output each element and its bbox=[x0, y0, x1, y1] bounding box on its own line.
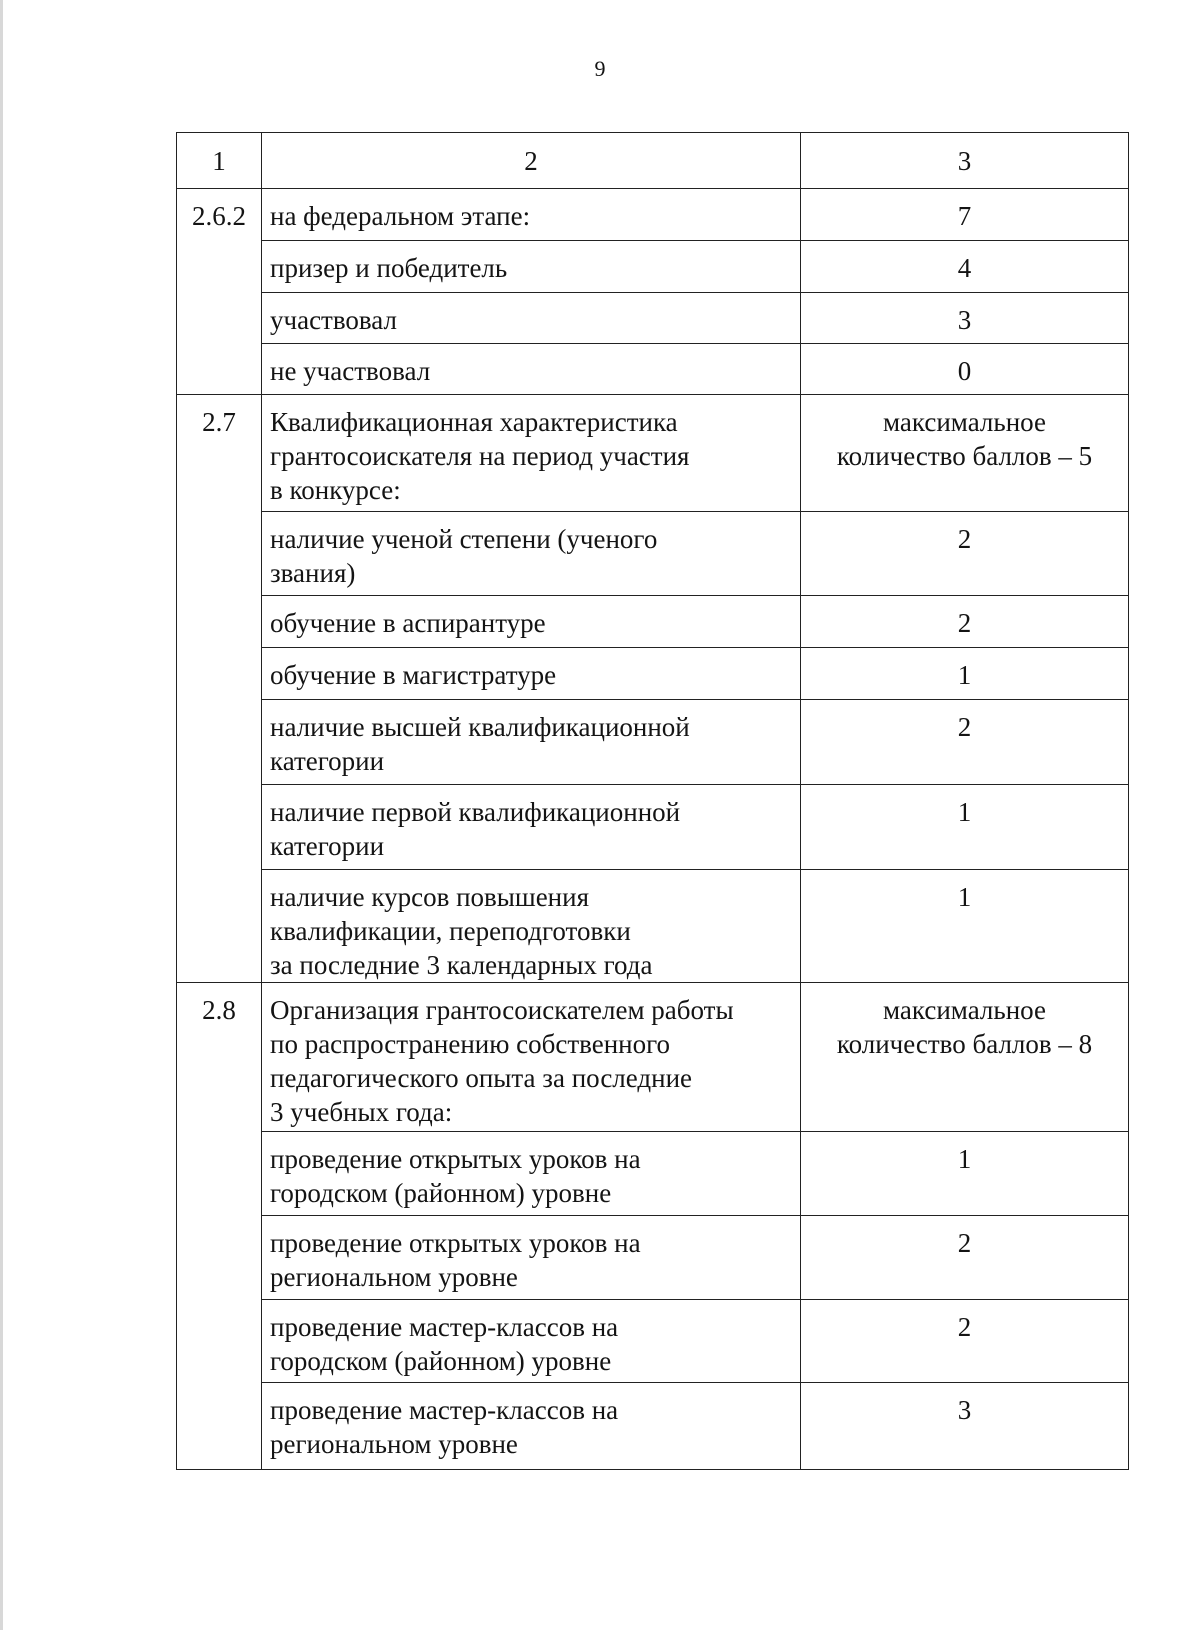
criterion-text-line: проведение мастер-классов на bbox=[270, 1312, 619, 1342]
criterion-text-line: наличие высшей квалификационной bbox=[270, 712, 690, 742]
criterion-text-line: проведение открытых уроков на bbox=[270, 1228, 641, 1258]
criterion-text-line: педагогического опыта за последние bbox=[270, 1063, 693, 1093]
criterion-cell bbox=[262, 1383, 801, 1470]
score-cell bbox=[801, 785, 1129, 870]
criterion-cell bbox=[262, 512, 801, 596]
criterion-text-line: категории bbox=[270, 746, 385, 776]
criterion-text-line: обучение в аспирантуре bbox=[270, 608, 546, 638]
score-cell bbox=[801, 241, 1129, 293]
score-text-line: 2 bbox=[957, 1312, 972, 1342]
criterion-cell bbox=[262, 189, 801, 241]
criterion-text-line: звания) bbox=[270, 558, 356, 588]
table-row bbox=[177, 512, 1129, 596]
score-text-line: 1 bbox=[957, 1144, 972, 1174]
criterion-cell bbox=[262, 395, 801, 512]
page-number: 9 bbox=[594, 56, 606, 81]
table-row bbox=[177, 241, 1129, 293]
score-text-line: 2 bbox=[957, 608, 972, 638]
criterion-text-line: по распространению собственного bbox=[270, 1029, 671, 1059]
criterion-cell bbox=[262, 1132, 801, 1216]
criterion-text-line: призер и победитель bbox=[270, 253, 508, 283]
item-number: 2.6.2 bbox=[177, 189, 262, 395]
score-text-line: 2 bbox=[957, 1228, 972, 1258]
score-cell bbox=[801, 1300, 1129, 1383]
criterion-text-line: проведение открытых уроков на bbox=[270, 1144, 641, 1174]
score-text-line: 3 bbox=[957, 1395, 972, 1425]
criterion-text-line: наличие первой квалификационной bbox=[270, 797, 681, 827]
table-row bbox=[177, 293, 1129, 344]
score-cell bbox=[801, 983, 1129, 1132]
score-cell bbox=[801, 1216, 1129, 1300]
score-cell bbox=[801, 1383, 1129, 1470]
criterion-text-line: на федеральном этапе: bbox=[270, 201, 531, 231]
score-text-line: количество баллов – 8 bbox=[836, 1029, 1093, 1059]
table-row bbox=[177, 700, 1129, 785]
criterion-text-line: не участвовал bbox=[270, 356, 431, 386]
score-text-line: 2 bbox=[957, 524, 972, 554]
criterion-text-line: участвовал bbox=[270, 305, 397, 335]
table-row bbox=[177, 785, 1129, 870]
criterion-cell bbox=[262, 983, 801, 1132]
scan-edge bbox=[0, 0, 3, 1630]
criterion-cell bbox=[262, 870, 801, 983]
table-row bbox=[177, 344, 1129, 395]
score-cell bbox=[801, 189, 1129, 241]
score-cell bbox=[801, 512, 1129, 596]
criterion-cell bbox=[262, 648, 801, 700]
table-row bbox=[177, 1300, 1129, 1383]
table-row bbox=[177, 1132, 1129, 1216]
header-cell-3: 3 bbox=[801, 133, 1129, 189]
criterion-text-line: региональном уровне bbox=[270, 1429, 518, 1459]
score-text-line: 1 bbox=[957, 882, 972, 912]
criterion-cell bbox=[262, 344, 801, 395]
criterion-text-line: за последние 3 календарных года bbox=[270, 950, 653, 980]
criterion-text-line: обучение в магистратуре bbox=[270, 660, 557, 690]
criterion-text-line: Квалификационная характеристика bbox=[270, 407, 678, 437]
table-row bbox=[177, 189, 1129, 241]
header-cell-2: 2 bbox=[262, 133, 801, 189]
score-text-line: количество баллов – 5 bbox=[836, 441, 1093, 471]
criterion-text-line: в конкурсе: bbox=[270, 475, 401, 505]
item-number: 2.8 bbox=[177, 983, 262, 1470]
criterion-cell bbox=[262, 596, 801, 648]
score-cell bbox=[801, 1132, 1129, 1216]
header-row bbox=[177, 133, 1129, 189]
table-row bbox=[177, 395, 1129, 512]
criterion-text-line: квалификации, переподготовки bbox=[270, 916, 631, 946]
score-cell bbox=[801, 293, 1129, 344]
table-row bbox=[177, 596, 1129, 648]
table-row bbox=[177, 870, 1129, 983]
criterion-cell bbox=[262, 1216, 801, 1300]
score-cell bbox=[801, 596, 1129, 648]
criterion-text-line: Организация грантосоискателем работы bbox=[270, 995, 734, 1025]
criterion-text-line: 3 учебных года: bbox=[270, 1097, 453, 1127]
header-cell-1: 1 bbox=[177, 133, 262, 189]
criterion-cell bbox=[262, 1300, 801, 1383]
criterion-text-line: городском (районном) уровне bbox=[270, 1346, 612, 1376]
criterion-text-line: проведение мастер-классов на bbox=[270, 1395, 619, 1425]
score-text-line: 0 bbox=[957, 356, 972, 386]
score-text-line: 7 bbox=[957, 201, 972, 231]
score-text-line: максимальное bbox=[883, 407, 1046, 437]
criterion-cell bbox=[262, 785, 801, 870]
criterion-text-line: наличие ученой степени (ученого bbox=[270, 524, 658, 554]
score-cell bbox=[801, 648, 1129, 700]
criterion-cell bbox=[262, 293, 801, 344]
score-text-line: 4 bbox=[957, 253, 972, 283]
table-row bbox=[177, 1383, 1129, 1470]
criterion-text-line: категории bbox=[270, 831, 385, 861]
table-row bbox=[177, 983, 1129, 1132]
score-text-line: 2 bbox=[957, 712, 972, 742]
criterion-cell bbox=[262, 700, 801, 785]
table-row bbox=[177, 648, 1129, 700]
criterion-cell bbox=[262, 241, 801, 293]
criteria-table bbox=[176, 132, 1129, 1470]
item-number: 2.7 bbox=[177, 395, 262, 983]
criterion-text-line: региональном уровне bbox=[270, 1262, 518, 1292]
score-text-line: 1 bbox=[957, 660, 972, 690]
score-text-line: 1 bbox=[957, 797, 972, 827]
score-text-line: 3 bbox=[957, 305, 972, 335]
score-cell bbox=[801, 700, 1129, 785]
score-cell bbox=[801, 395, 1129, 512]
score-text-line: максимальное bbox=[883, 995, 1046, 1025]
score-cell bbox=[801, 344, 1129, 395]
table-row bbox=[177, 1216, 1129, 1300]
criterion-text-line: грантосоискателя на период участия bbox=[270, 441, 690, 471]
criterion-text-line: наличие курсов повышения bbox=[270, 882, 590, 912]
score-cell bbox=[801, 870, 1129, 983]
criterion-text-line: городском (районном) уровне bbox=[270, 1178, 612, 1208]
